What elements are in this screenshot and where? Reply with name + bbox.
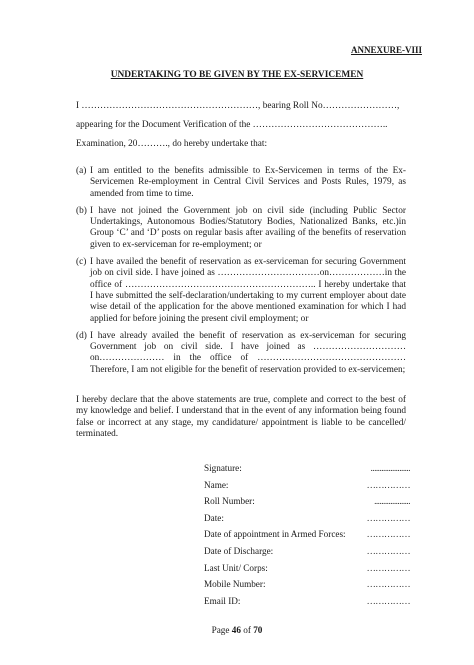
annexure-heading: ANNEXURE-VIII [350, 45, 422, 55]
field-label: Date of appointment in Armed Forces: [204, 529, 346, 540]
field-label: Signature: [204, 463, 242, 473]
field-blank: …………… [366, 545, 410, 556]
field-blank: …………… [366, 562, 410, 573]
field-blank: …………… [366, 529, 410, 540]
page-prefix: Page [211, 625, 232, 635]
item-label: (c) [76, 257, 87, 268]
list-item [76, 257, 406, 325]
appointment-date-field [204, 528, 410, 545]
field-label: Date of Discharge: [204, 545, 274, 556]
item-label: (b) [76, 205, 87, 216]
field-blank: …………… [366, 479, 410, 490]
total-pages: 70 [253, 625, 263, 635]
list-item [76, 331, 406, 376]
list-item [76, 166, 406, 200]
discharge-date-field [204, 545, 410, 562]
field-label: Roll Number: [204, 496, 255, 507]
item-text: I have not joined the Government job on civil side (including Public Sector Undertakings, Autonomous Bodies/Statutory Bodies, Nationalized Banks, etc.)in Group ‘C’ and ‘D’ posts on regular basis after availing of the benefits of reservation given to ex-serviceman for re-employment; or [90, 205, 406, 250]
mobile-number-field [204, 578, 410, 595]
signature-block [204, 462, 410, 611]
page-number [0, 625, 474, 635]
document-title: UNDERTAKING TO BE GIVEN BY THE EX-SERVICEMEN [110, 70, 364, 80]
list-item [76, 206, 406, 251]
field-blank: .................... [374, 496, 410, 507]
intro-line-name: I …………………………………………………, bearing Roll No……………………, [76, 101, 400, 111]
roll-number-field [204, 495, 410, 512]
signature-field [204, 462, 410, 479]
date-field [204, 512, 410, 529]
field-blank: ...................... [370, 463, 410, 473]
item-text: I have availed the benefit of reservation as ex-serviceman for securing Government job on civil side. I have joined as ……………………………on………………in the office of …………………………………………………….. I hereby undertake that I have submitted the self-declaration/undertaking to my current employer about date wise detail of the application for the above mentioned examination for which I had applied for before joining the present civil employment; or [90, 257, 406, 324]
current-page: 46 [231, 625, 241, 635]
intro-line-verification: appearing for the Document Verification of the …………………………………….. [76, 120, 388, 130]
declaration-paragraph: I hereby declare that the above statements are true, complete and correct to the best of my knowledge and belief. I understand that in the event of any information being found false or incorrect at any stage, my candidature/ appointment is liable to be cancelled/ terminated. [76, 395, 406, 440]
field-blank: …………… [366, 579, 410, 590]
item-label: (d) [76, 330, 87, 341]
item-text: I have already availed the benefit of reservation as ex-serviceman for securing Government job on civil side. I have joined as …………………………on………………… in the office of ………………………………………… Therefore, I am not eligible for the benefit of reservation provided to ex-servicemen; [90, 330, 406, 375]
field-label: Last Unit/ Corps: [204, 562, 268, 573]
field-label: Name: [204, 479, 229, 490]
intro-line-examination: Examination, 20………., do hereby undertake that: [76, 139, 268, 149]
field-blank: …………… [366, 512, 410, 523]
item-text: I am entitled to the benefits admissible to Ex-Servicemen in terms of the Ex-Servicemen Re-employment in Central Civil Services and Posts Rules, 1979, as amended from time to time. [90, 166, 406, 199]
last-unit-field [204, 562, 410, 579]
name-field [204, 479, 410, 496]
field-label: Mobile Number: [204, 579, 266, 590]
field-label: Email ID: [204, 595, 241, 606]
email-field [204, 595, 410, 612]
field-blank: …………… [366, 595, 410, 606]
page-separator: of [240, 625, 254, 635]
field-label: Date: [204, 512, 224, 523]
item-label: (a) [76, 166, 87, 176]
undertaking-list [76, 166, 406, 382]
